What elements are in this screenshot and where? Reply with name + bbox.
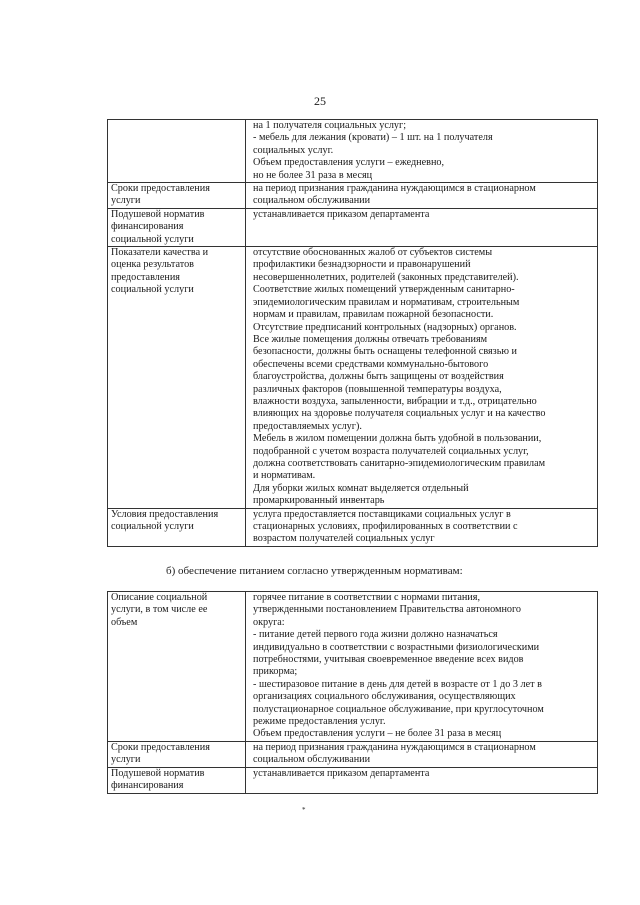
row-value-cell	[246, 741, 598, 767]
value-line: различных факторов (повышенной температуры воздуха,	[253, 383, 502, 395]
label-line: объем	[111, 616, 138, 628]
row-value-cell	[246, 120, 598, 183]
value-line: нормам и правилам, правилам пожарной безопасности.	[253, 309, 494, 321]
value-line: Объем предоставления услуги – не более 31 раза в месяц	[253, 728, 502, 740]
row-label-cell	[108, 508, 246, 546]
value-line: и нормативам.	[253, 470, 316, 482]
value-line: на период признания гражданина нуждающимся в стационарном	[253, 183, 536, 195]
value-line: благоустройства, должны быть защищены от воздействия	[253, 371, 504, 383]
value-line: социальном обслуживании	[253, 195, 371, 207]
value-line: социальном обслуживании	[253, 754, 371, 766]
label-line: социальной услуги	[111, 284, 194, 296]
value-line: - питание детей первого года жизни должно назначаться	[253, 629, 498, 641]
value-line: индивидуально в соответствии с возрастными физиологическими	[253, 641, 540, 653]
table-row	[108, 208, 598, 246]
value-line: Для уборки жилых комнат выделяется отдельный	[253, 482, 469, 494]
value-line: Все жилые помещения должны отвечать требованиям	[253, 333, 488, 345]
value-line: Соответствие жилых помещений утвержденным санитарно-	[253, 284, 515, 296]
label-line: услуги	[111, 754, 141, 766]
table-row	[108, 120, 598, 183]
row-label-cell	[108, 247, 246, 509]
label-line: финансирования	[111, 780, 184, 792]
row-label-cell	[108, 741, 246, 767]
label-line: социальной услуги	[111, 521, 194, 532]
value-line: стационарных условиях, профилированных в соответствии с	[253, 521, 518, 532]
value-line: организациях социального обслуживания, осуществляющих	[253, 691, 516, 703]
value-line: промаркированный инвентарь	[253, 495, 385, 507]
row-value-cell	[246, 767, 598, 793]
value-line: должна соответствовать санитарно-эпидемиологическим правилам	[253, 457, 546, 469]
value-line: услуга предоставляется поставщиками социальных услуг в	[253, 508, 511, 520]
table-row	[108, 508, 598, 546]
row-value-cell	[246, 508, 598, 546]
row-value-cell	[246, 208, 598, 246]
table-row	[108, 247, 598, 509]
value-line: Мебель в жилом помещении должна быть удобной в пользовании,	[253, 433, 542, 445]
row-label-cell	[108, 592, 246, 742]
value-line: предоставляемых услуг).	[253, 420, 362, 432]
label-line: Описание социальной	[111, 592, 208, 603]
value-line: влажности воздуха, запыленности, вибрации и т.д., отрицательно	[253, 395, 537, 407]
page-number: 25	[314, 94, 326, 108]
value-line: на период признания гражданина нуждающимся в стационарном	[253, 741, 536, 753]
label-line: оценка результатов	[111, 259, 194, 271]
label-line: Подушевой норматив	[111, 208, 205, 220]
label-line: услуги, в том числе ее	[111, 604, 208, 616]
value-line: влияющих на здоровье получателя социальных услуг и на качество	[253, 408, 546, 420]
value-line: несовершеннолетних, родителей (законных представителей).	[253, 271, 519, 283]
value-line: устанавливается приказом департамента	[253, 767, 430, 779]
label-line: Условия предоставления	[111, 508, 219, 520]
value-line: округа:	[253, 616, 285, 628]
value-line: Отсутствие предписаний контрольных (надзорных) органов.	[253, 321, 517, 333]
value-line: режиме предоставления услуг.	[253, 716, 386, 728]
value-line: утвержденными постановлением Правительства автономного	[253, 604, 522, 616]
row-label-cell	[108, 767, 246, 793]
value-line: отсутствие обоснованных жалоб от субъектов системы	[253, 247, 493, 259]
row-label-cell	[108, 183, 246, 209]
value-line: на 1 получателя социальных услуг;	[253, 120, 407, 131]
label-line: услуги	[111, 195, 141, 207]
row-label-cell	[108, 120, 246, 183]
value-line: потребностями, учитывая своевременное введение всех видов	[253, 654, 524, 666]
value-line: социальных услуг.	[253, 144, 334, 156]
row-label-cell	[108, 208, 246, 246]
value-line: прикорма;	[253, 666, 298, 678]
label-line: социальной услуги	[111, 233, 194, 245]
table-row	[108, 767, 598, 793]
value-line: устанавливается приказом департамента	[253, 208, 430, 220]
stray-mark: *	[302, 806, 306, 814]
value-line: горячее питание в соответствии с нормами питания,	[253, 592, 480, 603]
section-title-nutrition: б) обеспечение питанием согласно утвержденным нормативам:	[166, 565, 463, 577]
value-line: полустационарное социальное обслуживание, при круглосуточном	[253, 703, 544, 715]
label-line: Сроки предоставления	[111, 741, 210, 753]
value-line: Объем предоставления услуги – ежедневно,	[253, 157, 445, 169]
value-line: возрастом получателей социальных услуг	[253, 533, 435, 545]
label-line: Показатели качества и	[111, 247, 209, 259]
label-line: предоставления	[111, 271, 180, 283]
row-value-cell	[246, 183, 598, 209]
value-line: профилактики безнадзорности и правонарушений	[253, 259, 471, 271]
row-value-cell	[246, 592, 598, 742]
value-line: эпидемиологическим правилам и нормативам, строительным	[253, 296, 520, 308]
value-line: обеспечены всеми средствами коммунально-бытового	[253, 358, 489, 370]
label-line: Подушевой норматив	[111, 767, 205, 779]
table-row	[108, 741, 598, 767]
service-table-accommodation	[107, 119, 598, 547]
value-line: подобранной с учетом возраста получателей социальных услуг,	[253, 445, 529, 457]
value-line: но не более 31 раза в месяц	[253, 169, 373, 181]
value-line: - шестиразовое питание в день для детей в возрасте от 1 до 3 лет в	[253, 678, 542, 690]
table-row	[108, 592, 598, 742]
value-line: - мебель для лежания (кровати) – 1 шт. на 1 получателя	[253, 132, 493, 144]
label-line: Сроки предоставления	[111, 183, 210, 195]
table-row	[108, 183, 598, 209]
service-table-nutrition	[107, 591, 598, 794]
label-line: финансирования	[111, 221, 184, 233]
value-line: безопасности, должны быть оснащены телефонной связью и	[253, 346, 517, 358]
row-value-cell	[246, 247, 598, 509]
